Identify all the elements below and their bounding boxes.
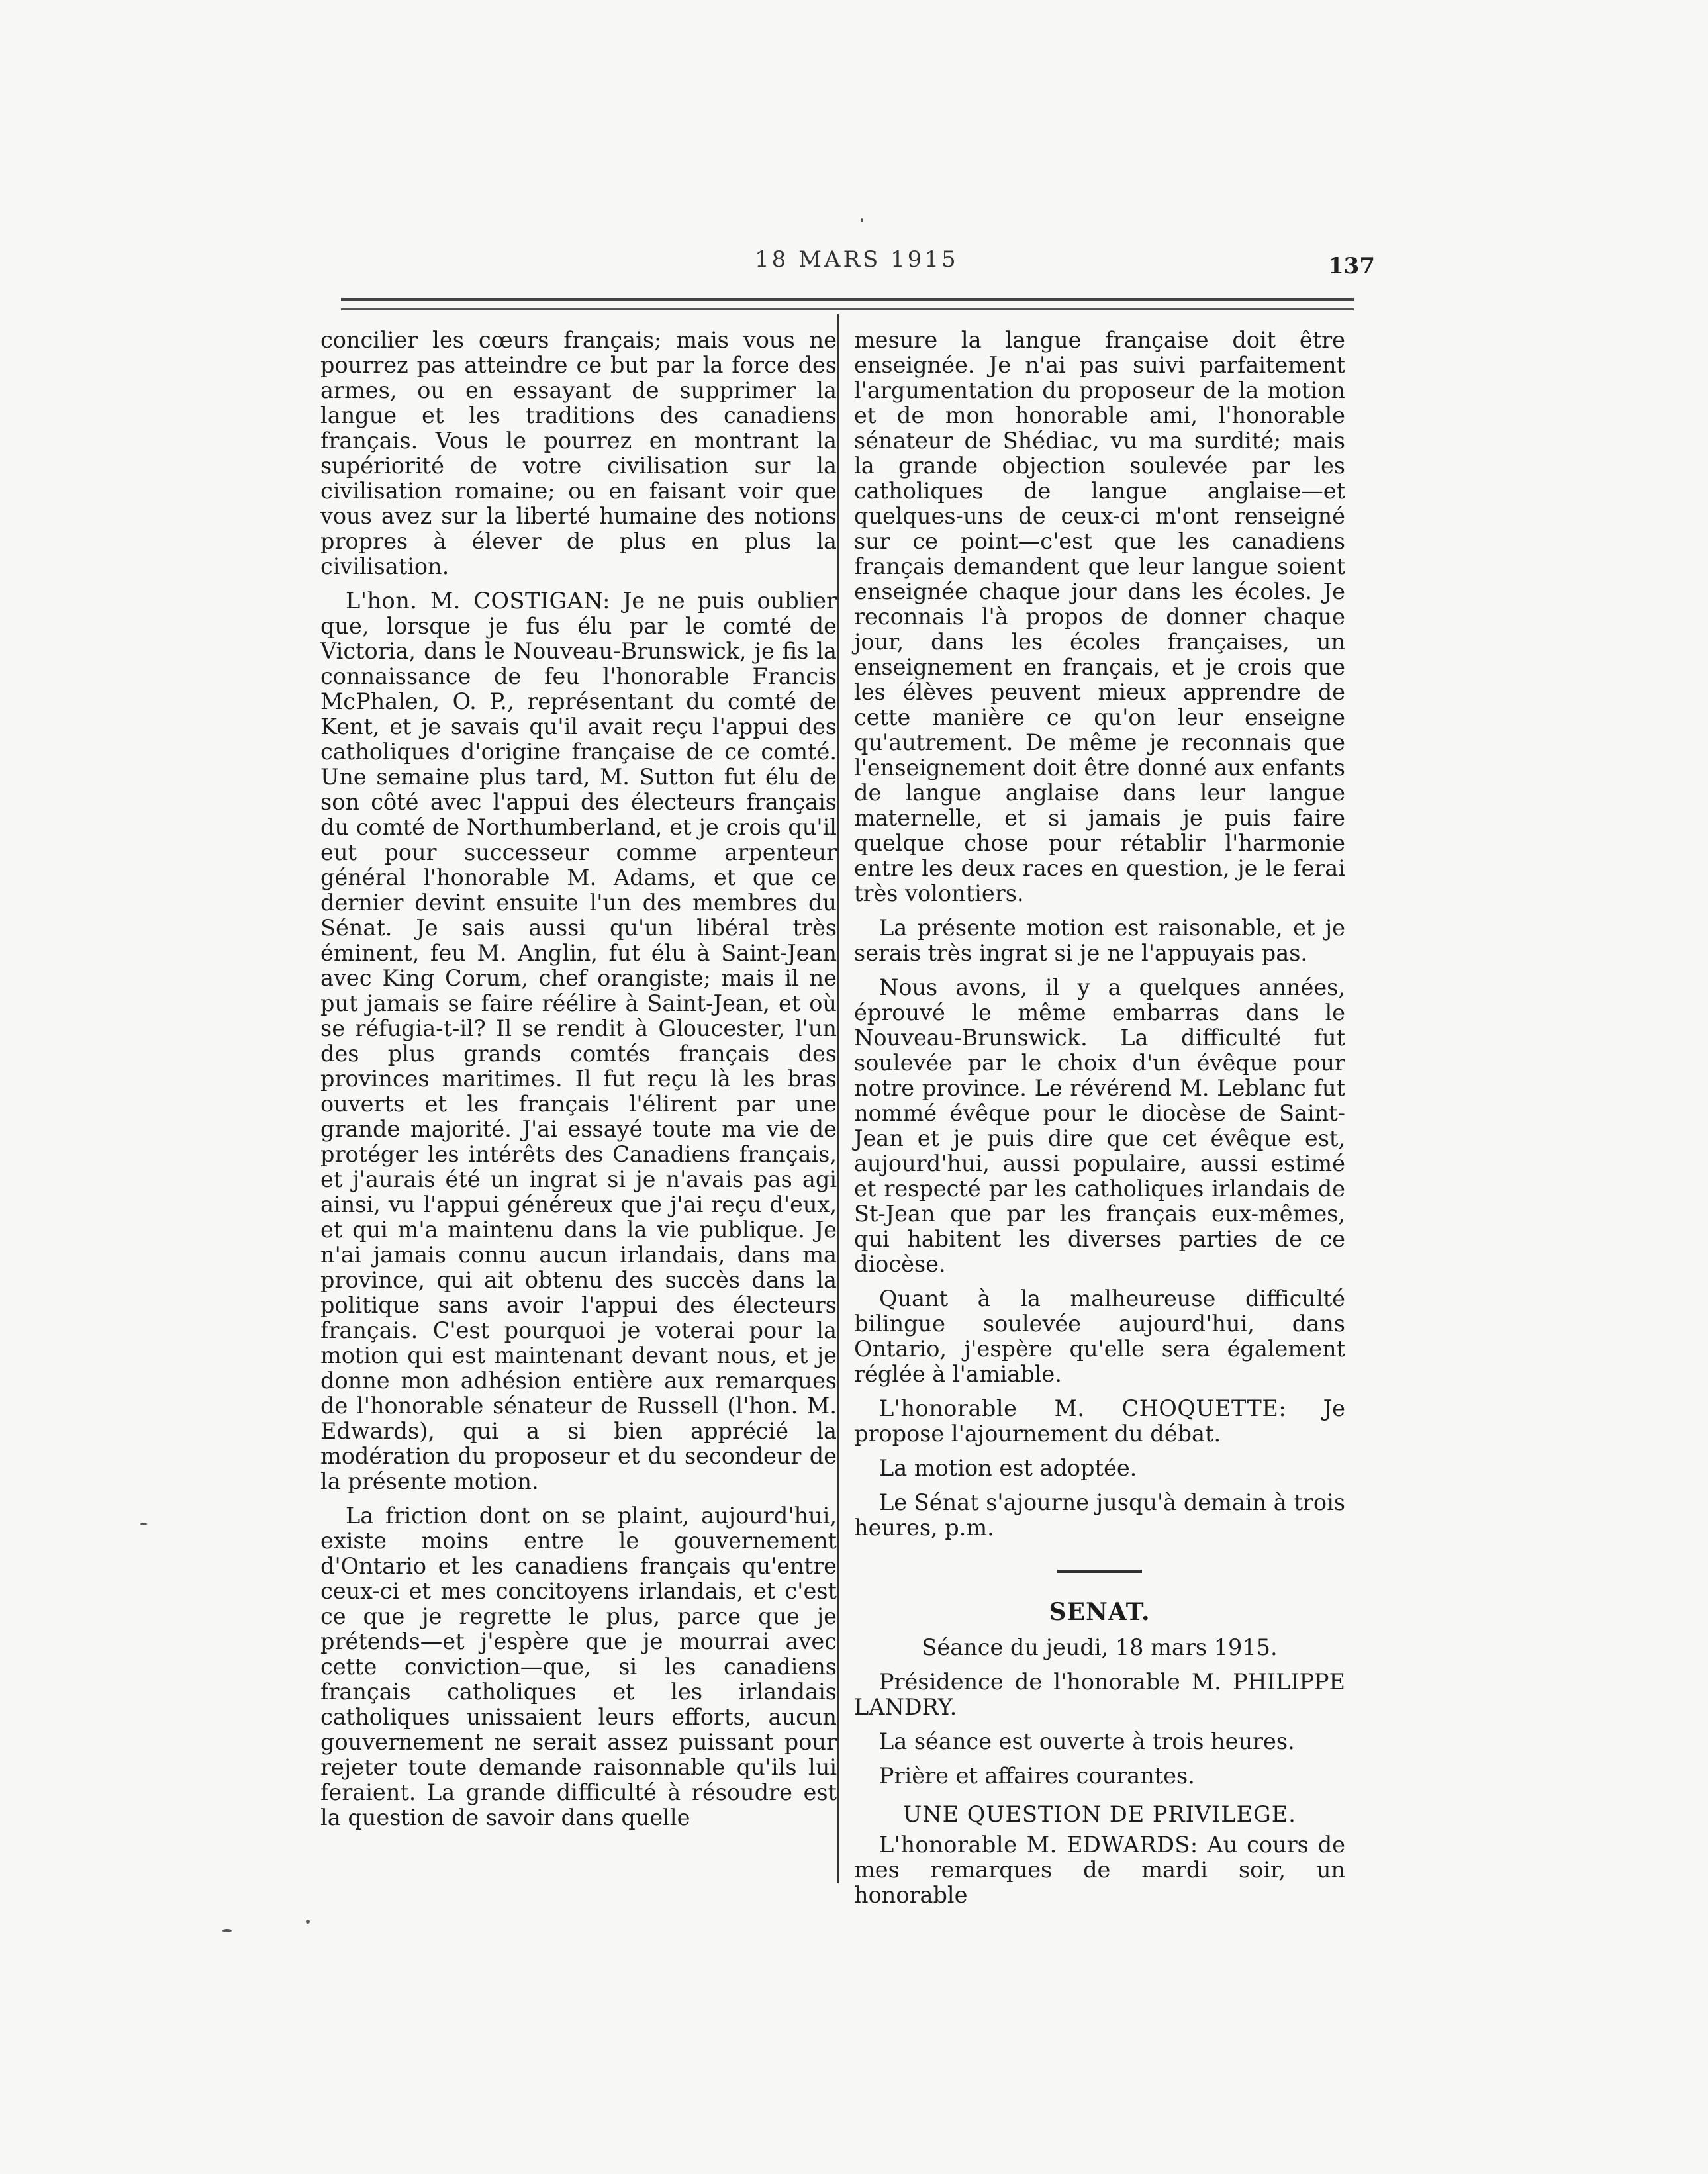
- session-date: Séance du jeudi, 18 mars 1915.: [922, 1634, 1278, 1660]
- paragraph: La friction dont on se plaint, aujourd'hui, existe moins entre le gouvernement d'Ontario et les canadiens français qu'entre ceux-ci et mes concitoyens irlandais, et c'est ce que je regrette le plus, parce que je prétends—et j'espère que je mourrai avec cette conviction—que, si les canadiens français catholiques et les irlandais catholiques unissaient leurs efforts, aucun gouvernement ne serait assez puissant pour rejeter toute demande raisonnable qu'ils lui feraient. La grande difficulté à résoudre est la question de savoir dans quelle: [320, 1503, 837, 1830]
- senate-heading: SENAT.: [1049, 1598, 1151, 1626]
- presidency-line: Présidence de l'honorable M. PHILIPPE LANDRY.: [854, 1669, 1345, 1720]
- left-column: [320, 328, 837, 1840]
- paragraph: Le Sénat s'ajourne jusqu'à demain à trois heures, p.m.: [854, 1489, 1345, 1540]
- speech-text: Je propose l'ajournement du débat.: [854, 1395, 1345, 1446]
- scan-speck: [306, 1920, 310, 1924]
- header-rule: [341, 298, 1354, 301]
- speech-text: Je ne puis oublier que, lorsque je fus élu par le comté de Victoria, dans le Nouveau-Brunswick, je fis la connaissance de feu l'honorable Francis McPhalen, O. P., représentant du comté de Kent, et je savais qu'il avait reçu l'appui des catholiques d'origine française de ce comté. Une semaine plus tard, M. Sutton fut élu de son côté avec l'appui des électeurs français du comté de Northumberland, et je crois qu'il eut pour successeur comme arpenteur général l'honorable M. Adams, et que ce dernier devint ensuite l'un des membres du Sénat. Je sais aussi qu'un libéral très éminent, feu M. Anglin, fut élu à Saint-Jean avec King Corum, chef orangiste; mais il ne put jamais se faire réélire à Saint-Jean, et où se réfugia-t-il? Il se rendit à Gloucester, l'un des plus grands comtés français des provinces maritimes. Il fut reçu là les bras ouverts et les français l'élirent par une grande majorité. J'ai essayé toute ma vie de protéger les intérêts des Canadiens français, et j'aurais été un ingrat si je n'avais pas agi ainsi, vu l'appui généreux que j'ai reçu d'eux, et qui m'a maintenu dans la vie publique. Je n'ai jamais connu aucun irlandais, dans ma province, qui ait obtenu des succès dans la politique sans avoir l'appui des électeurs français. C'est pourquoi je voterai pour la motion qui est maintenant devant nous, et je donne mon adhésion entière aux remarques de l'honorable sénateur de Russell (l'hon. M. Edwards), qui a si bien apprécié la modération du proposeur et du secondeur de la présente motion.: [320, 588, 837, 1494]
- paragraph: Nous avons, il y a quelques années, éprouvé le même embarras dans le Nouveau-Brunswick. La difficulté fut soulevée par le choix d'un évêque pour notre province. Le révérend M. Leblanc fut nommé évêque pour le diocèse de Saint-Jean et je puis dire que cet évêque est, aujourd'hui, aussi populaire, aussi estimé et respecté par les catholiques irlandais de St-Jean que par les français eux-mêmes, qui habitent les diverses parties de ce diocèse.: [854, 974, 1345, 1277]
- prayers-line: Prière et affaires courantes.: [879, 1763, 1195, 1789]
- scan-speck: [222, 1929, 232, 1932]
- section-rule: [1057, 1570, 1142, 1573]
- paragraph: mesure la langue française doit être enseignée. Je n'ai pas suivi parfaitement l'argumentation du proposeur de la motion et de mon honorable ami, l'honorable sénateur de Shédiac, vu ma surdité; mais la grande objection soulevée par les catholiques de langue anglaise—et quelques-uns de ceux-ci m'ont renseigné sur ce point—c'est que les canadiens français demandent que leur langue soient enseignée chaque jour dans les écoles. Je reconnais l'à propos de donner chaque jour, dans les écoles françaises, un enseignement en français, et je crois que les élèves peuvent mieux apprendre de cette manière ce qu'on leur enseigne qu'autrement. De même je reconnais que l'enseignement doit être donné aux enfants de langue anglaise dans leur langue maternelle, et si jamais je puis faire quelque chose pour rétablir l'harmonie entre les deux races en question, je le ferai très volontiers.: [854, 327, 1345, 906]
- paragraph: [320, 589, 837, 1494]
- paragraph: La présente motion est raisonable, et je serais très ingrat si je ne l'appuyais pas.: [854, 915, 1345, 966]
- page-header: [0, 246, 1708, 286]
- right-column: [854, 328, 1345, 1917]
- speaker-name: L'honorable M. CHOQUETTE:: [879, 1395, 1287, 1421]
- privilege-heading: UNE QUESTION DE PRIVILEGE.: [903, 1801, 1296, 1827]
- column-divider: [837, 314, 839, 1883]
- speaker-name: L'hon. M. COSTIGAN:: [346, 588, 610, 614]
- paragraph: La motion est adoptée.: [879, 1455, 1137, 1481]
- opening-line: La séance est ouverte à trois heures.: [879, 1728, 1295, 1754]
- header-rule-secondary: [341, 308, 1354, 310]
- paragraph: [854, 1832, 1345, 1908]
- scan-speck: [861, 218, 863, 222]
- page-number: 137: [1328, 253, 1375, 279]
- paragraph: [854, 1396, 1345, 1446]
- running-title: 18 MARS 1915: [755, 246, 959, 273]
- paragraph: concilier les cœurs français; mais vous ne pourrez pas atteindre ce but par la force des armes, ou en essayant de supprimer la langue et les traditions des canadiens français. Vous le pourrez en montrant la supériorité de votre civilisation sur la civilisation romaine; ou en faisant voir que vous avez sur la liberté humaine des notions propres à élever de plus en plus la civilisation.: [320, 327, 837, 579]
- speaker-name: L'honorable M. EDWARDS:: [879, 1832, 1198, 1858]
- speech-text: Au cours de mes remarques de mardi soir, un honorable: [854, 1832, 1345, 1908]
- paragraph: Quant à la malheureuse difficulté bilingue soulevée aujourd'hui, dans Ontario, j'espère qu'elle sera également réglée à l'amiable.: [854, 1286, 1345, 1387]
- scan-speck: [140, 1523, 147, 1525]
